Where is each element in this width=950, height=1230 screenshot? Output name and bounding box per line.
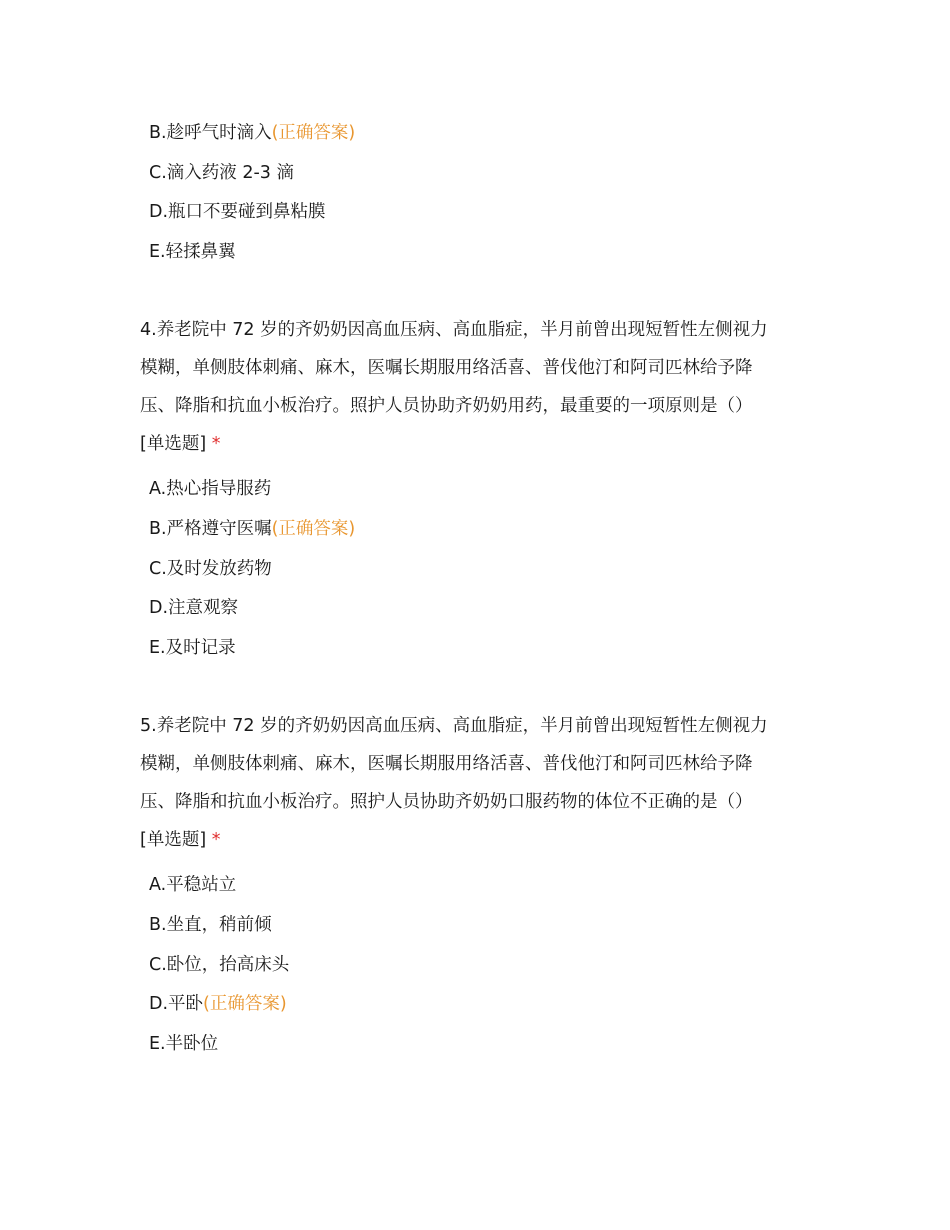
q4-option-d — [149, 596, 238, 620]
question-5 — [140, 707, 800, 859]
option-label: C.滴入药液 2-3 滴 — [149, 163, 294, 183]
option-label: D.瓶口不要碰到鼻粘膜 — [149, 202, 326, 222]
question-type: [单选题] — [140, 434, 207, 454]
option-label: C.及时发放药物 — [149, 559, 272, 579]
option-label: D.平卧 — [149, 994, 204, 1014]
option-label: C.卧位，抬高床头 — [149, 955, 290, 975]
option-label: B.坐直，稍前倾 — [149, 915, 272, 935]
required-marker: * — [211, 830, 221, 850]
q3-option-e — [149, 240, 236, 264]
question-text-line: 5.养老院中 72 岁的齐奶奶因高血压病、高血脂症，半月前曾出现短暂性左侧视力 — [140, 716, 768, 736]
option-label: A.平稳站立 — [149, 875, 237, 895]
question-type-line — [140, 821, 800, 859]
correct-answer-marker: (正确答案) — [271, 123, 356, 143]
q3-option-b — [149, 121, 355, 145]
q4-option-e — [149, 636, 236, 660]
question-type: [单选题] — [140, 830, 207, 850]
option-label: E.半卧位 — [149, 1034, 219, 1054]
question-text-line: 模糊，单侧肢体刺痛、麻木，医嘱长期服用络活喜、普伐他汀和阿司匹林给予降 — [140, 358, 753, 378]
q5-option-a — [149, 873, 236, 897]
option-label: D.注意观察 — [149, 598, 239, 618]
q4-option-c — [149, 557, 272, 581]
question-text-line: 4.养老院中 72 岁的齐奶奶因高血压病、高血脂症，半月前曾出现短暂性左侧视力 — [140, 320, 768, 340]
q5-option-d — [149, 992, 287, 1016]
q4-option-b — [149, 517, 355, 541]
question-text-line: 压、降脂和抗血小板治疗。照护人员协助齐奶奶口服药物的体位不正确的是（） — [140, 792, 753, 812]
option-label: E.及时记录 — [149, 638, 236, 658]
option-label: A.热心指导服药 — [149, 479, 272, 499]
required-marker: * — [211, 434, 221, 454]
question-text-line: 压、降脂和抗血小板治疗。照护人员协助齐奶奶用药，最重要的一项原则是（） — [140, 396, 753, 416]
question-text-line: 模糊，单侧肢体刺痛、麻木，医嘱长期服用络活喜、普伐他汀和阿司匹林给予降 — [140, 754, 753, 774]
correct-answer-marker: (正确答案) — [271, 519, 356, 539]
q5-option-b — [149, 913, 272, 937]
option-label: E.轻揉鼻翼 — [149, 242, 236, 262]
q3-option-c — [149, 161, 294, 185]
option-label: B.趁呼气时滴入 — [149, 123, 272, 143]
q3-option-d — [149, 200, 326, 224]
question-type-line — [140, 425, 800, 463]
question-4 — [140, 311, 800, 463]
q5-option-c — [149, 953, 289, 977]
q5-option-e — [149, 1032, 218, 1056]
option-label: B.严格遵守医嘱 — [149, 519, 272, 539]
q4-option-a — [149, 477, 271, 501]
correct-answer-marker: (正确答案) — [203, 994, 287, 1014]
